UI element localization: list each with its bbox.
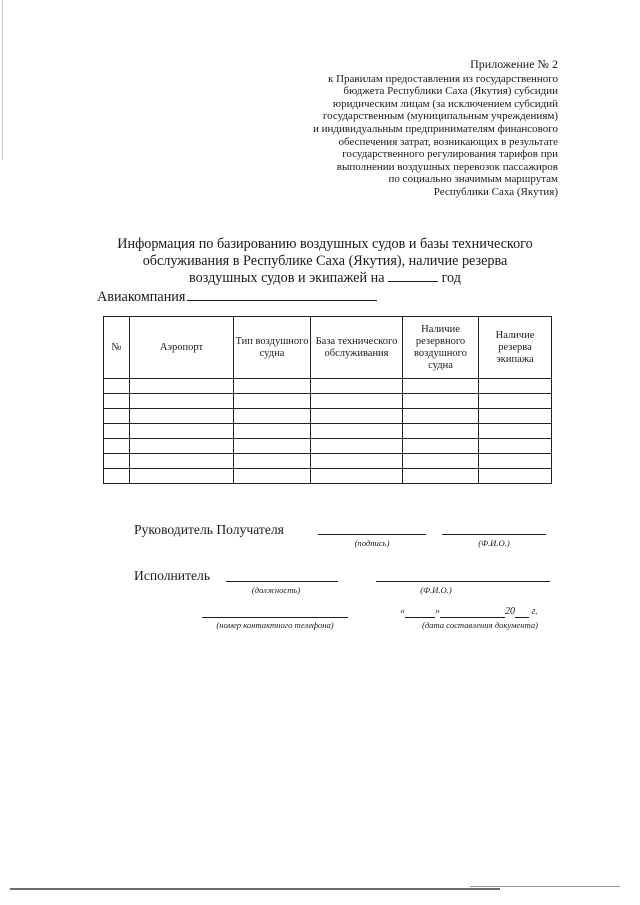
table-row [104,409,552,424]
table-cell[interactable] [234,394,311,409]
table-cell[interactable] [234,439,311,454]
title-line-2: обслуживания в Республике Саха (Якутия), наличие резерва [142,252,508,269]
date-open-quote: « [400,606,405,617]
appendix-header [250,58,558,199]
appendix-line: государственного регулирования тарифов при [342,148,558,161]
appendix-line: и индивидуальным предпринимателям финансового [312,122,558,135]
appendix-line: Республики Саха (Якутия) [433,185,558,198]
head-signature-line[interactable] [318,534,426,535]
date-hint: (дата составления документа) [421,620,539,630]
table-cell[interactable] [234,424,311,439]
appendix-number: Приложение № 2 [470,57,558,71]
appendix-line: выполнении воздушных перевозок пассажиров [336,160,558,173]
table-cell[interactable] [130,409,234,424]
table-cell[interactable] [130,394,234,409]
table-row [104,469,552,484]
airline-row [97,288,377,306]
head-label: Руководитель Получателя [134,522,284,537]
table-cell[interactable] [479,409,552,424]
appendix-line: бюджета Республики Саха (Якутия) субсидии [343,85,558,98]
date-year-prefix: 20 [505,606,515,617]
table-cell[interactable] [130,424,234,439]
table-cell[interactable] [130,454,234,469]
table-row [104,394,552,409]
table-header-row [104,317,552,379]
signature-hint: (подпись) [354,538,390,548]
position-hint: (должность) [251,585,301,595]
header-airport: Аэропорт [130,317,234,379]
date-year-blank[interactable] [515,606,529,618]
table-cell[interactable] [403,439,479,454]
appendix-line: обеспечения затрат, возникающих в результате [338,135,558,148]
header-number: № [104,317,130,379]
aircraft-table [103,316,552,484]
table-cell[interactable] [479,379,552,394]
table-cell[interactable] [311,454,403,469]
table-cell[interactable] [130,469,234,484]
appendix-line: к Правилам предоставления из государственного [327,72,558,85]
table-cell[interactable] [130,379,234,394]
header-reserve-crew: Наличие резерва экипажа [479,317,552,379]
header-maintenance-base: База технического обслуживания [311,317,403,379]
date-year-suffix: г. [531,606,538,617]
appendix-line: юридическим лицам (за исключением субсидий [332,97,558,110]
scan-edge-left [2,0,3,160]
date-field [400,606,560,618]
table-cell[interactable] [403,379,479,394]
table-cell[interactable] [311,469,403,484]
date-day-blank[interactable] [405,606,435,618]
table-cell[interactable] [479,439,552,454]
appendix-line: по социально значимым маршрутам [388,173,558,186]
airline-blank-field[interactable] [187,288,377,301]
table-cell[interactable] [104,424,130,439]
table-row [104,439,552,454]
table-cell[interactable] [311,379,403,394]
table-cell[interactable] [403,454,479,469]
scan-edge-bottom [10,888,500,890]
phone-line[interactable] [202,617,348,618]
head-fio-line[interactable] [442,534,546,535]
phone-hint: (номер контактного телефона) [216,620,334,630]
year-blank-field[interactable] [388,269,438,282]
fio-hint-1: (Ф.И.О.) [478,538,510,548]
table-cell[interactable] [311,424,403,439]
table-cell[interactable] [234,379,311,394]
table-cell[interactable] [311,439,403,454]
table-cell[interactable] [104,454,130,469]
table-cell[interactable] [479,454,552,469]
table-cell[interactable] [403,409,479,424]
table-cell[interactable] [311,409,403,424]
title-year-word: год [441,270,461,286]
table-cell[interactable] [403,424,479,439]
fio-hint-2: (Ф.И.О.) [420,585,452,595]
executor-label: Исполнитель [134,568,211,583]
table-row [104,454,552,469]
table-row [104,424,552,439]
table-cell[interactable] [104,439,130,454]
table-cell[interactable] [104,394,130,409]
table-row [104,379,552,394]
table-cell[interactable] [234,409,311,424]
table-cell[interactable] [104,409,130,424]
scan-edge-bottom-right [470,886,620,887]
date-month-blank[interactable] [440,606,505,618]
table-cell[interactable] [311,394,403,409]
title-line-3 [90,269,560,287]
executor-fio-line[interactable] [376,581,550,582]
table-cell[interactable] [479,394,552,409]
table-cell[interactable] [130,439,234,454]
date-close-quote: » [435,606,440,617]
table-cell[interactable] [104,379,130,394]
table-cell[interactable] [403,469,479,484]
table-cell[interactable] [479,424,552,439]
title-line-1: Информация по базированию воздушных судов и базы технического [117,236,533,252]
table-cell[interactable] [479,469,552,484]
table-cell[interactable] [234,469,311,484]
table-cell[interactable] [104,469,130,484]
document-title [90,236,560,287]
table-cell[interactable] [234,454,311,469]
header-reserve-aircraft: Наличие резервного воздушного судна [403,317,479,379]
header-aircraft-type: Тип воздушного судна [234,317,311,379]
appendix-line: государственным (муниципальным учреждениям) [322,110,558,123]
airline-label: Авиакомпания [97,289,186,305]
table-cell[interactable] [403,394,479,409]
executor-position-line[interactable] [226,581,338,582]
title-line-3-text: воздушных судов и экипажей на [189,270,385,286]
